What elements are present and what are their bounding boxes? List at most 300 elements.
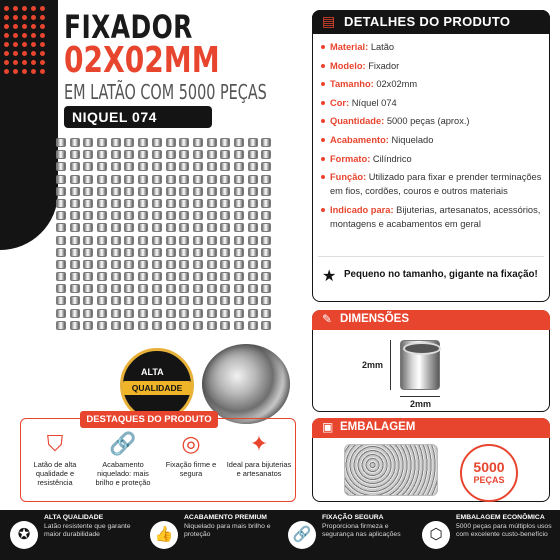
- bead: [124, 211, 134, 220]
- decor-dot: [31, 42, 36, 47]
- bead: [83, 138, 93, 147]
- bead: [179, 248, 189, 257]
- bead: [193, 187, 203, 196]
- bead: [83, 175, 93, 184]
- bag-image: [344, 444, 438, 496]
- bead: [97, 272, 107, 281]
- spec-item: [320, 114, 542, 128]
- bead: [83, 248, 93, 257]
- bead: [152, 236, 162, 245]
- bead: [152, 272, 162, 281]
- bead: [111, 199, 121, 208]
- bead: [207, 150, 217, 159]
- bead: [124, 162, 134, 171]
- bead: [248, 260, 258, 269]
- bead: [83, 211, 93, 220]
- bead: [97, 175, 107, 184]
- bead: [166, 236, 176, 245]
- bead: [70, 321, 80, 330]
- spec-item: [320, 40, 542, 54]
- decor-dot: [31, 6, 36, 11]
- bead: [179, 138, 189, 147]
- bead: [111, 175, 121, 184]
- bead: [166, 187, 176, 196]
- feature-title: EMBALAGEM ECONÔMICA: [456, 514, 545, 521]
- bead: [124, 223, 134, 232]
- decor-dot: [40, 6, 45, 11]
- bead: [220, 309, 230, 318]
- bead: [207, 272, 217, 281]
- bead: [124, 199, 134, 208]
- decor-dot: [40, 60, 45, 65]
- bead: [83, 272, 93, 281]
- product-subtitle: EM LATÃO COM 5000 PEÇAS: [64, 80, 267, 104]
- bead: [138, 321, 148, 330]
- product-title: FIXADOR: [64, 8, 193, 46]
- clipboard-icon: ▤: [322, 13, 336, 29]
- bead: [234, 175, 244, 184]
- bead: [220, 236, 230, 245]
- bead: [152, 175, 162, 184]
- bead: [111, 138, 121, 147]
- divider: [318, 256, 544, 257]
- decor-dot: [4, 15, 9, 20]
- spec-label: Cor:: [330, 97, 350, 108]
- bead: [97, 150, 107, 159]
- bead: [138, 248, 148, 257]
- bead: [261, 284, 271, 293]
- bead: [179, 162, 189, 171]
- bead: [166, 150, 176, 159]
- shield-check-icon: ⛉: [46, 431, 64, 456]
- bead: [70, 296, 80, 305]
- bottom-feature: [422, 510, 556, 560]
- bead: [193, 211, 203, 220]
- bead: [56, 236, 66, 245]
- packaging-header: [312, 418, 550, 438]
- decor-dot: [31, 24, 36, 29]
- bead: [56, 175, 66, 184]
- feature-title: ALTA QUALIDADE: [44, 514, 104, 521]
- bead: [166, 211, 176, 220]
- bead: [179, 175, 189, 184]
- bead: [248, 175, 258, 184]
- bead: [234, 248, 244, 257]
- bead: [152, 199, 162, 208]
- bead: [83, 223, 93, 232]
- bead: [193, 138, 203, 147]
- bead: [207, 296, 217, 305]
- decor-dot: [13, 6, 18, 11]
- spec-item: [320, 133, 542, 147]
- bead: [166, 175, 176, 184]
- decor-dot: [22, 51, 27, 56]
- decor-dot: [22, 15, 27, 20]
- thumbs-up-icon: 👍: [150, 521, 178, 549]
- height-measure-line: [390, 340, 391, 390]
- bead: [152, 150, 162, 159]
- bead: [97, 260, 107, 269]
- bead: [193, 309, 203, 318]
- bead: [220, 284, 230, 293]
- bead: [124, 175, 134, 184]
- spec-label: Indicado para:: [330, 204, 394, 215]
- bead: [193, 284, 203, 293]
- bead: [97, 162, 107, 171]
- dimensions-header: [312, 310, 550, 330]
- packaging-title: EMBALAGEM: [340, 421, 416, 433]
- bead: [83, 236, 93, 245]
- bead: [124, 150, 134, 159]
- spec-label: Tamanho:: [330, 79, 374, 90]
- decor-dot: [31, 51, 36, 56]
- decor-dot: [13, 15, 18, 20]
- bead: [248, 150, 258, 159]
- decor-dot: [40, 33, 45, 38]
- bead: [166, 260, 176, 269]
- bead: [111, 321, 121, 330]
- bead: [234, 150, 244, 159]
- bead: [83, 162, 93, 171]
- bead: [220, 272, 230, 281]
- spec-label: Material:: [330, 42, 369, 52]
- spec-item: [320, 96, 542, 110]
- bead: [97, 138, 107, 147]
- decor-dot: [4, 60, 9, 65]
- bead: [56, 162, 66, 171]
- quantity-number: 5000: [473, 459, 505, 475]
- bead: [70, 187, 80, 196]
- feature-desc: Niquelado para mais brilho e proteção: [184, 523, 271, 539]
- bead: [56, 321, 66, 330]
- bead: [166, 162, 176, 171]
- bottom-feature: [288, 510, 418, 560]
- star-icon: ★: [322, 268, 337, 285]
- decor-dot: [31, 33, 36, 38]
- bead: [220, 248, 230, 257]
- quality-seal-ribbon: QUALIDADE: [123, 381, 191, 395]
- bead: [166, 223, 176, 232]
- highlight-text: Ideal para bijuterias e artesanatos: [226, 460, 292, 478]
- bead: [261, 260, 271, 269]
- dot-pattern: [4, 6, 49, 78]
- decor-dot: [40, 15, 45, 20]
- bead: [152, 187, 162, 196]
- decor-dot: [22, 33, 27, 38]
- bead: [152, 248, 162, 257]
- bead: [261, 138, 271, 147]
- bead: [261, 187, 271, 196]
- bead: [70, 272, 80, 281]
- bead: [56, 248, 66, 257]
- bead: [248, 138, 258, 147]
- bead: [138, 211, 148, 220]
- bead: [56, 284, 66, 293]
- bead: [234, 223, 244, 232]
- bead: [70, 309, 80, 318]
- bead: [248, 248, 258, 257]
- bead: [83, 296, 93, 305]
- sparkle-icon: ✦: [249, 431, 269, 456]
- decor-dot: [4, 69, 9, 74]
- bead: [152, 223, 162, 232]
- bead: [70, 138, 80, 147]
- bead: [207, 187, 217, 196]
- bead: [56, 199, 66, 208]
- bead: [138, 162, 148, 171]
- bead: [207, 260, 217, 269]
- bead: [152, 309, 162, 318]
- highlight-text: Fixação firme e segura: [165, 460, 217, 478]
- bead: [152, 284, 162, 293]
- bead: [234, 138, 244, 147]
- bead: [166, 284, 176, 293]
- spec-value: Fixador: [368, 60, 400, 71]
- bead: [70, 162, 80, 171]
- bead: [97, 187, 107, 196]
- bead: [138, 223, 148, 232]
- bead: [207, 236, 217, 245]
- bead: [138, 272, 148, 281]
- decor-dot: [40, 51, 45, 56]
- quantity-badge: [460, 444, 518, 502]
- bead: [193, 248, 203, 257]
- bead: [124, 138, 134, 147]
- bead: [70, 284, 80, 293]
- bead: [248, 211, 258, 220]
- decor-dot: [13, 42, 18, 47]
- box-icon: ⬡: [422, 521, 450, 549]
- bead: [166, 321, 176, 330]
- bead: [138, 309, 148, 318]
- bead: [166, 296, 176, 305]
- bead: [207, 162, 217, 171]
- bead: [124, 296, 134, 305]
- spec-item: [320, 77, 542, 91]
- bead: [207, 223, 217, 232]
- bead: [56, 272, 66, 281]
- bead: [207, 175, 217, 184]
- bead: [56, 138, 66, 147]
- bead: [83, 260, 93, 269]
- bead: [261, 296, 271, 305]
- bead: [248, 236, 258, 245]
- bead: [166, 138, 176, 147]
- decor-dot: [4, 24, 9, 29]
- spec-value: Niquelado: [391, 134, 434, 145]
- bead: [179, 187, 189, 196]
- bead: [248, 199, 258, 208]
- decor-dot: [22, 24, 27, 29]
- bead: [138, 138, 148, 147]
- bead: [166, 199, 176, 208]
- bead: [179, 309, 189, 318]
- bead: [248, 321, 258, 330]
- bead: [179, 236, 189, 245]
- bead: [97, 223, 107, 232]
- bead: [97, 248, 107, 257]
- bead: [234, 199, 244, 208]
- bead: [70, 236, 80, 245]
- bead: [70, 248, 80, 257]
- bead: [111, 296, 121, 305]
- spec-label: Função:: [330, 172, 367, 183]
- bead: [111, 284, 121, 293]
- decor-dot: [4, 51, 9, 56]
- bead: [261, 272, 271, 281]
- quality-seal-top: ALTA: [141, 367, 164, 377]
- bead: [220, 187, 230, 196]
- bead: [261, 162, 271, 171]
- bead: [56, 309, 66, 318]
- bead: [234, 309, 244, 318]
- bead: [261, 236, 271, 245]
- decor-dot: [13, 60, 18, 65]
- bead: [152, 260, 162, 269]
- bead: [179, 211, 189, 220]
- decor-dot: [40, 24, 45, 29]
- bead: [138, 236, 148, 245]
- bead: [234, 296, 244, 305]
- product-image-grid: [56, 138, 275, 333]
- spec-value: 5000 peças (aprox.): [386, 116, 470, 127]
- decor-dot: [4, 6, 9, 11]
- bead: [220, 138, 230, 147]
- bead: [179, 296, 189, 305]
- highlight-item: [226, 430, 292, 478]
- bead: [166, 272, 176, 281]
- box-icon: ▣: [322, 420, 334, 434]
- bead: [166, 309, 176, 318]
- spec-value: 02x02mm: [376, 79, 418, 90]
- decor-dot: [22, 42, 27, 47]
- decor-dot: [22, 6, 27, 11]
- bead: [220, 321, 230, 330]
- bead: [179, 199, 189, 208]
- bead: [248, 187, 258, 196]
- bead: [56, 296, 66, 305]
- bead: [261, 211, 271, 220]
- decor-dot: [31, 15, 36, 20]
- decor-dot: [13, 33, 18, 38]
- bead: [234, 162, 244, 171]
- link-icon: 🔗: [288, 521, 316, 549]
- bead: [207, 211, 217, 220]
- bead: [248, 223, 258, 232]
- bead: [179, 223, 189, 232]
- bead: [138, 260, 148, 269]
- bead: [179, 284, 189, 293]
- bead: [124, 309, 134, 318]
- color-badge: NIQUEL 074: [64, 106, 212, 128]
- bead: [248, 162, 258, 171]
- bead: [261, 309, 271, 318]
- bead: [207, 309, 217, 318]
- bead: [193, 150, 203, 159]
- bead: [138, 187, 148, 196]
- bead: [193, 199, 203, 208]
- details-title: DETALHES DO PRODUTO: [344, 14, 511, 29]
- bead: [111, 272, 121, 281]
- target-icon: ◎: [181, 431, 201, 456]
- bead: [234, 260, 244, 269]
- feature-title: ACABAMENTO PREMIUM: [184, 514, 267, 521]
- corner-decoration: [0, 0, 58, 250]
- bead: [124, 272, 134, 281]
- bead: [207, 321, 217, 330]
- bead: [111, 150, 121, 159]
- bead: [166, 248, 176, 257]
- spec-label: Quantidade:: [330, 116, 385, 127]
- bead: [138, 175, 148, 184]
- bead: [138, 296, 148, 305]
- bead: [220, 211, 230, 220]
- bead: [234, 284, 244, 293]
- bead: [234, 272, 244, 281]
- bead: [261, 150, 271, 159]
- bead: [83, 150, 93, 159]
- bead: [220, 162, 230, 171]
- highlight-item: [90, 430, 156, 487]
- feature-desc: 5000 peças para múltiplos usos com excelente custo-benefício: [456, 523, 552, 539]
- bead: [111, 236, 121, 245]
- bead: [261, 199, 271, 208]
- bead: [56, 150, 66, 159]
- bead: [152, 211, 162, 220]
- slogan: Pequeno no tamanho, gigante na fixação!: [344, 269, 538, 280]
- decor-dot: [31, 69, 36, 74]
- bead: [193, 223, 203, 232]
- height-label: 2mm: [362, 360, 384, 370]
- bead: [248, 296, 258, 305]
- bead: [138, 284, 148, 293]
- width-measure-line: [400, 396, 440, 397]
- bead: [234, 187, 244, 196]
- bead: [220, 260, 230, 269]
- feature-desc: Proporciona firmeza e segurança nas aplicações: [322, 523, 401, 539]
- bottom-feature: [150, 510, 280, 560]
- medal-icon: ✪: [10, 521, 38, 549]
- bead: [193, 175, 203, 184]
- decor-dot: [13, 24, 18, 29]
- width-label: 2mm: [410, 399, 432, 409]
- spec-value: Utilizado para fixar e prender terminações em fios, cordões, couros e outros materiais: [330, 172, 542, 197]
- bead: [111, 162, 121, 171]
- bead: [111, 211, 121, 220]
- bead: [220, 175, 230, 184]
- decor-dot: [13, 69, 18, 74]
- bead: [124, 284, 134, 293]
- decor-dot: [4, 33, 9, 38]
- bead: [56, 187, 66, 196]
- bead: [124, 260, 134, 269]
- decor-dot: [31, 60, 36, 65]
- decor-dot: [22, 69, 27, 74]
- bead: [124, 236, 134, 245]
- bead: [248, 272, 258, 281]
- bead: [248, 309, 258, 318]
- decor-dot: [13, 51, 18, 56]
- bead: [207, 248, 217, 257]
- bead: [152, 321, 162, 330]
- bead: [111, 309, 121, 318]
- bead: [193, 296, 203, 305]
- spec-label: Modelo:: [330, 60, 366, 71]
- bead: [207, 284, 217, 293]
- bead: [97, 236, 107, 245]
- spec-item: [320, 152, 542, 166]
- bead: [70, 199, 80, 208]
